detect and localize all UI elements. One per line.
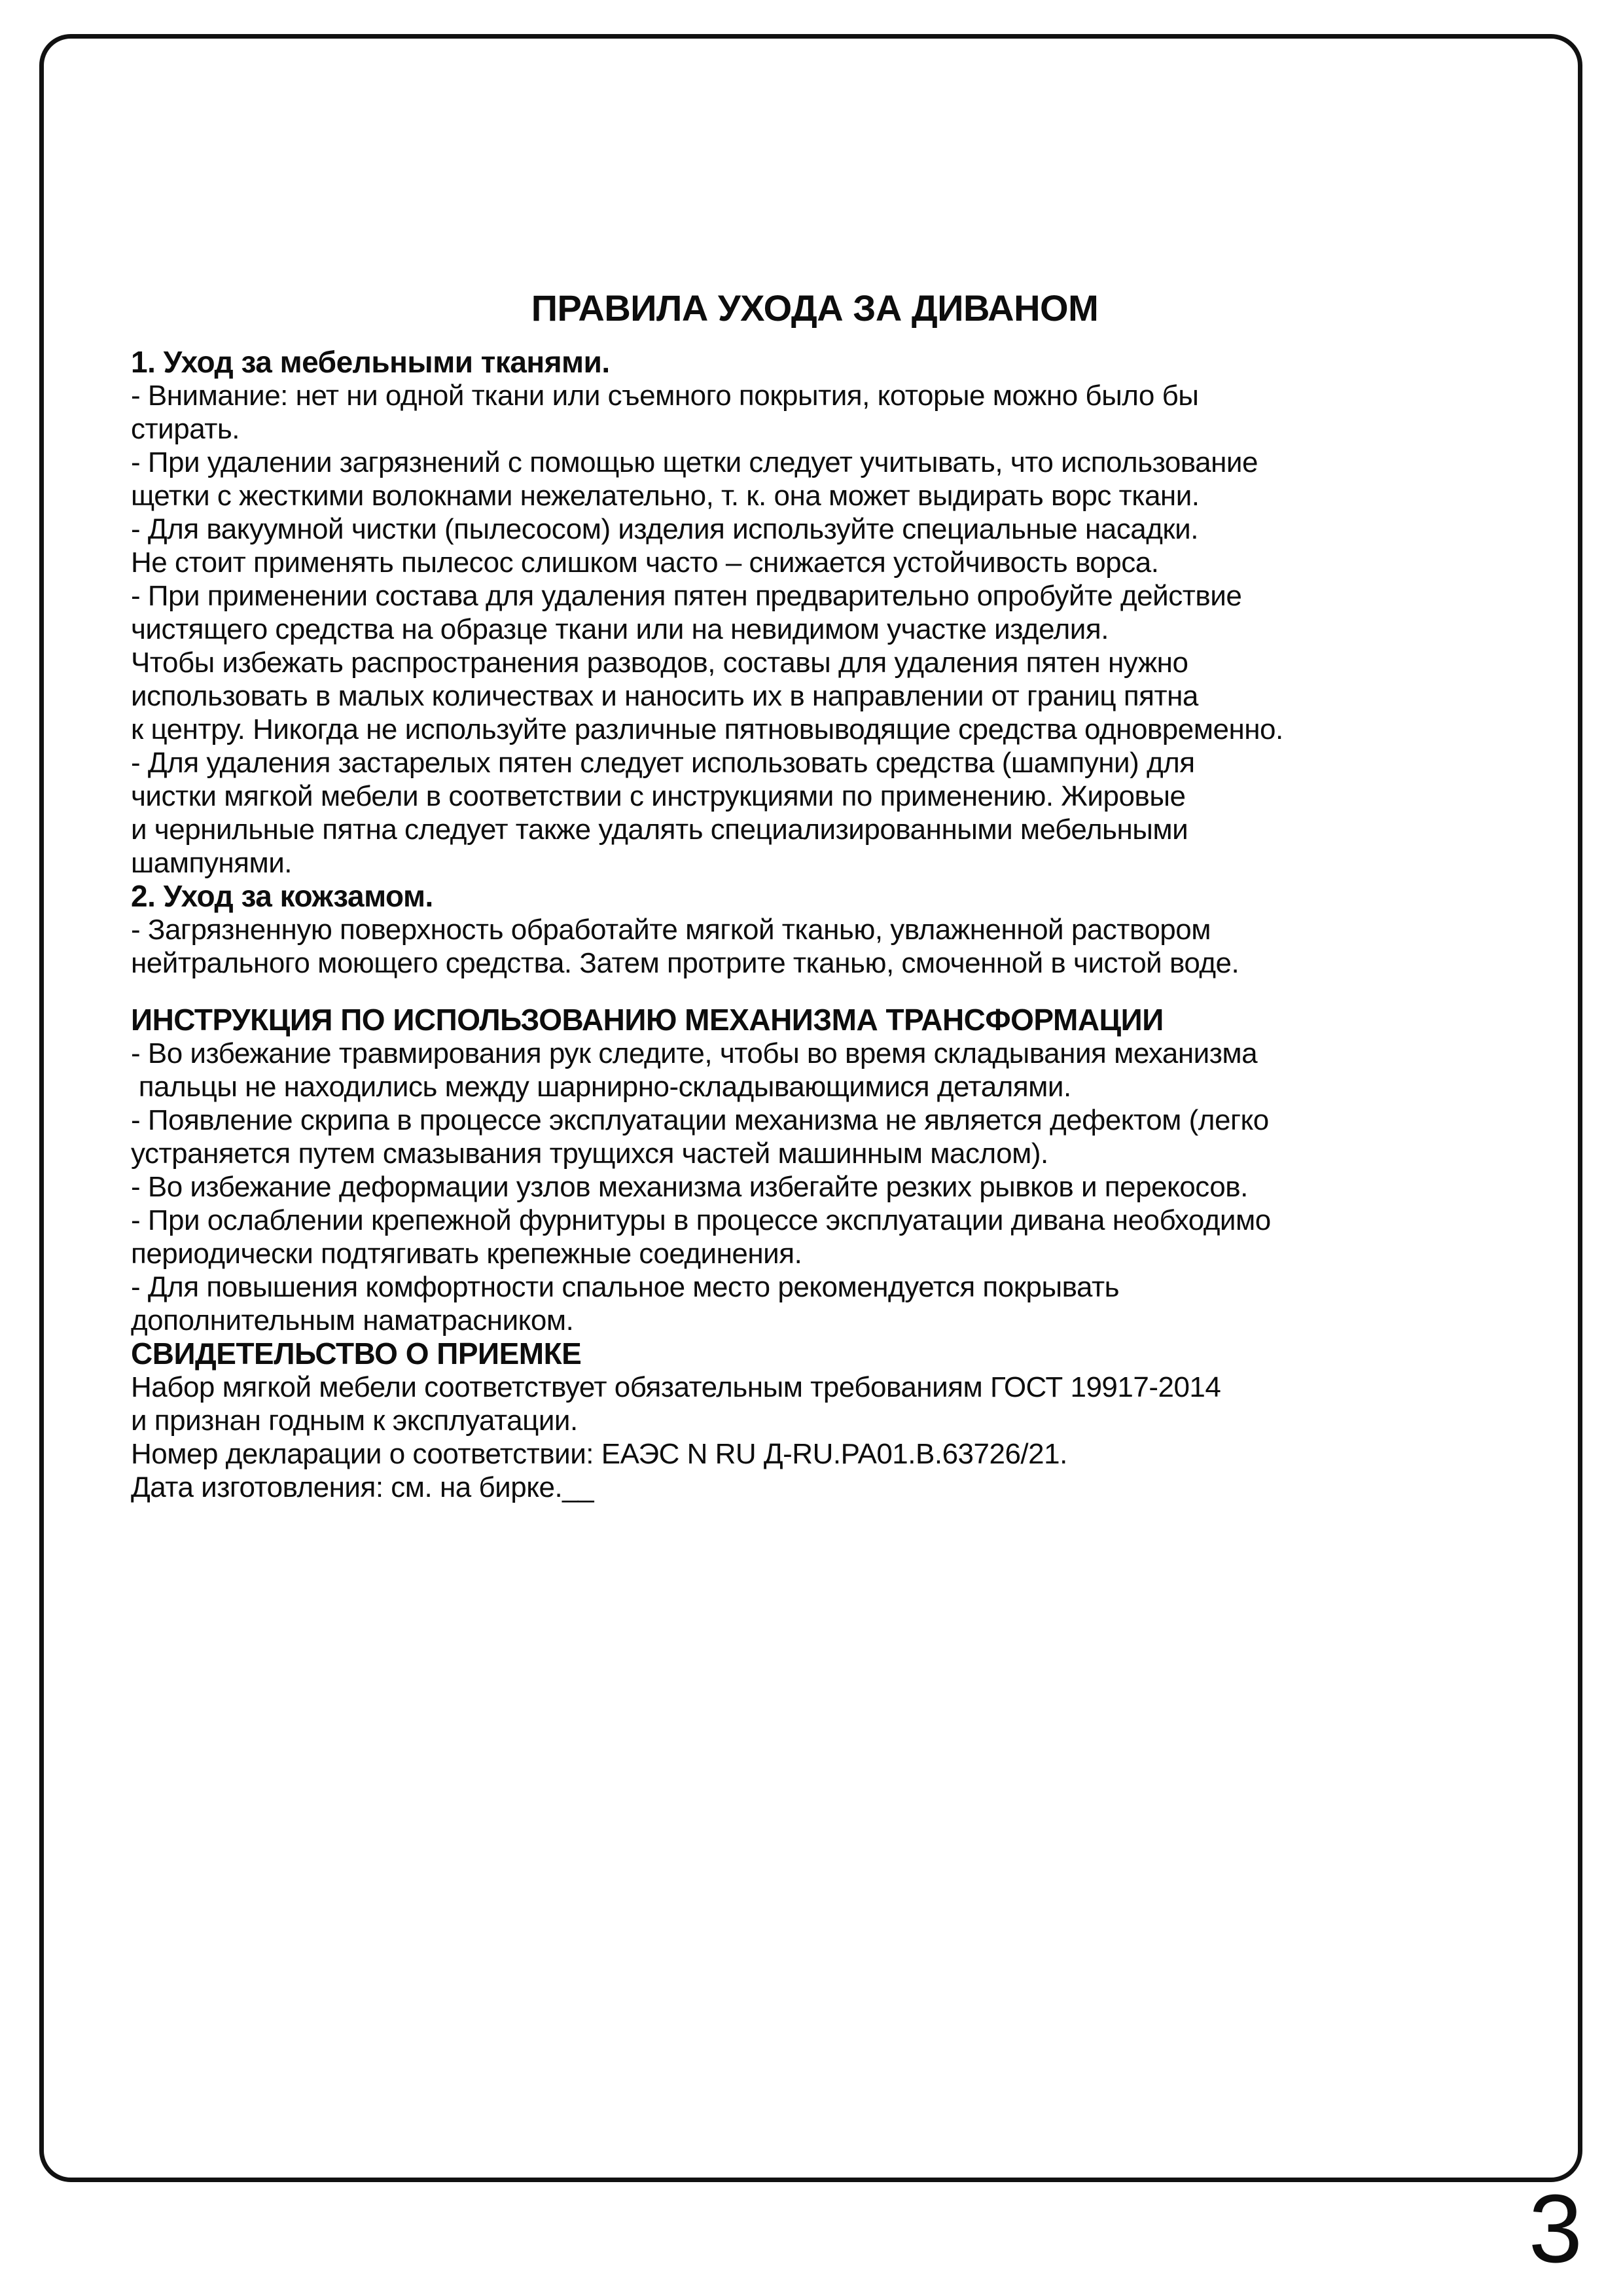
text-line: шампунями. bbox=[131, 847, 293, 879]
section-heading: ИНСТРУКЦИЯ ПО ИСПОЛЬЗОВАНИЮ МЕХАНИЗМА ТРАНСФОРМАЦИИ bbox=[131, 1003, 1164, 1037]
text-line: чистки мягкой мебели в соответствии с инструкциями по применению. Жировые bbox=[131, 780, 1186, 812]
page-content bbox=[131, 288, 1499, 1504]
text-line: - При ослаблении крепежной фурнитуры в процессе эксплуатации дивана необходимо bbox=[131, 1204, 1271, 1236]
text-line: Дата изготовления: см. на бирке.__ bbox=[131, 1471, 594, 1503]
text-line: пальцы не находились между шарнирно-складывающимися деталями. bbox=[131, 1071, 1071, 1103]
text-line: к центру. Никогда не используйте различные пятновыводящие средства одновременно. bbox=[131, 713, 1283, 745]
text-line: стирать. bbox=[131, 413, 240, 445]
text-line: и чернильные пятна следует также удалять специализированными мебельными bbox=[131, 814, 1188, 846]
page-title: ПРАВИЛА УХОДА ЗА ДИВАНОМ bbox=[531, 287, 1099, 329]
section-acceptance-certificate bbox=[131, 1337, 1499, 1504]
section-leatherette-care bbox=[131, 880, 1499, 980]
section-fabric-care bbox=[131, 346, 1499, 880]
text-line: - Загрязненную поверхность обработайте мягкой тканью, увлажненной раствором bbox=[131, 914, 1211, 946]
text-line: - Во избежание деформации узлов механизма избегайте резких рывков и перекосов. bbox=[131, 1171, 1248, 1203]
text-line: - Для повышения комфортности спальное место рекомендуется покрывать bbox=[131, 1271, 1120, 1303]
text-line: - Появление скрипа в процессе эксплуатации механизма не является дефектом (легко bbox=[131, 1104, 1269, 1136]
text-line: - Во избежание травмирования рук следите, чтобы во время складывания механизма bbox=[131, 1037, 1258, 1069]
section-heading: 2. Уход за кожзамом. bbox=[131, 879, 433, 913]
text-line: чистящего средства на образце ткани или на невидимом участке изделия. bbox=[131, 613, 1109, 645]
text-line: Набор мягкой мебели соответствует обязательным требованиям ГОСТ 19917-2014 bbox=[131, 1371, 1221, 1403]
section-heading: 1. Уход за мебельными тканями. bbox=[131, 345, 610, 379]
text-line: Не стоит применять пылесос слишком часто – снижается устойчивость ворса. bbox=[131, 547, 1159, 579]
text-line: - При применении состава для удаления пятен предварительно опробуйте действие bbox=[131, 580, 1242, 612]
page-number: 3 bbox=[1528, 2175, 1582, 2283]
text-line: использовать в малых количествах и наносить их в направлении от границ пятна bbox=[131, 680, 1198, 712]
text-line: - При удалении загрязнений с помощью щетки следует учитывать, что использование bbox=[131, 446, 1258, 478]
text-line: и признан годным к эксплуатации. bbox=[131, 1405, 578, 1437]
text-line: периодически подтягивать крепежные соединения. bbox=[131, 1238, 802, 1270]
text-line: - Для вакуумной чистки (пылесосом) изделия используйте специальные насадки. bbox=[131, 513, 1198, 545]
text-line: - Внимание: нет ни одной ткани или съемного покрытия, которые можно было бы bbox=[131, 380, 1199, 412]
text-line: нейтрального моющего средства. Затем протрите тканью, смоченной в чистой воде. bbox=[131, 947, 1240, 979]
text-line: щетки с жесткими волокнами нежелательно, т. к. она может выдирать ворс ткани. bbox=[131, 480, 1200, 512]
text-line: Чтобы избежать распространения разводов, составы для удаления пятен нужно bbox=[131, 647, 1188, 679]
text-line: дополнительным наматрасником. bbox=[131, 1304, 574, 1336]
text-line: Номер декларации о соответствии: ЕАЭС N RU Д-RU.РА01.В.63726/21. bbox=[131, 1438, 1067, 1470]
text-line: - Для удаления застарелых пятен следует использовать средства (шампуни) для bbox=[131, 747, 1195, 779]
section-heading: СВИДЕТЕЛЬСТВО О ПРИЕМКЕ bbox=[131, 1336, 582, 1371]
text-line: устраняется путем смазывания трущихся частей машинным маслом). bbox=[131, 1138, 1048, 1170]
section-mechanism-instructions bbox=[131, 1003, 1499, 1337]
